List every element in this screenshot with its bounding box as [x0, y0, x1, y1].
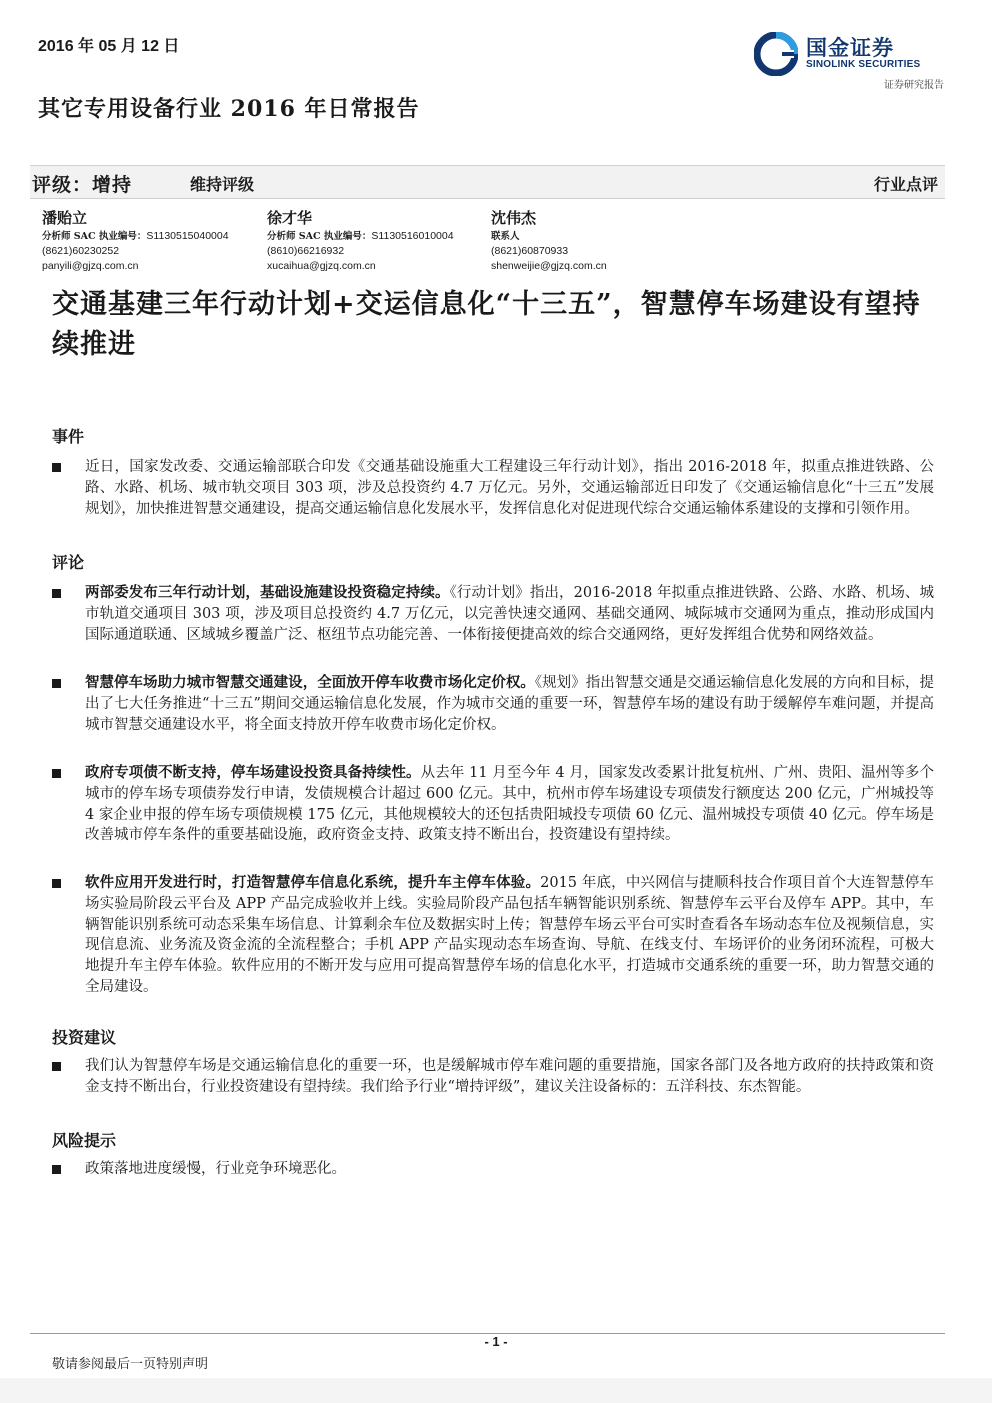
- analyst-phone: (8621)60230252: [42, 245, 120, 257]
- bullet-text: 政策落地进度缓慢，行业竞争环境恶化。: [85, 1161, 346, 1177]
- logo-subtitle: 证券研究报告: [884, 80, 944, 91]
- bullet-square-icon: [52, 769, 61, 778]
- analyst-cert: S1130515040004: [146, 230, 229, 242]
- bullet-item: [52, 583, 934, 645]
- analyst-card: [42, 208, 229, 274]
- bullet-square-icon: [52, 1062, 61, 1071]
- bullet-square-icon: [52, 463, 61, 472]
- bullet-item: [52, 673, 934, 735]
- analyst-name: 徐才华: [267, 209, 313, 227]
- bullet-item: [52, 1056, 934, 1098]
- bullet-text: 2015 年底，中兴网信与捷顺科技合作项目首个大连智慧停车场实验局阶段云平台及 APP 产品完成验收并上线。实验局阶段产品包括车辆智能识别系统、智慧停车云平台及停车 APP。其中，车辆智能识别系统可动态采集车场信息、计算剩余车位及数据实时上传；智慧停车场云平台可实时查看各车场动态车位及视频信息，实现信息流、业务流及资金流的全流程整合；手机 APP 产品实现动态车场查询、导航、在线支付、车场评价的业务闭环流程，可极大地提升车主停车体验。软件应用的不断开发与应用可提高智慧停车场的信息化水平，打造城市交通系统的重要一环，助力智慧交通的全局建设。: [85, 875, 934, 995]
- analyst-phone: (8610)66216932: [267, 245, 345, 257]
- bullet-square-icon: [52, 1165, 61, 1174]
- section-title-risk: 风险提示: [52, 1131, 117, 1150]
- section-title-comment: 评论: [52, 553, 85, 572]
- logo-text-en: SINOLINK SECURITIES: [806, 59, 921, 70]
- bullet-text: 我们认为智慧停车场是交通运输信息化的重要一环，也是缓解城市停车难问题的重要措施，国家各部门及各地方政府的扶持政策和资金支持不断出台，行业投资建设有望持续。我们给予行业“增持评级”，建议关注设备标的：五洋科技、东杰智能。: [85, 1058, 934, 1095]
- bottom-bar: [0, 1378, 992, 1403]
- bullet-bold: 智慧停车场助力城市智慧交通建设，全面放开停车收费市场化定价权。: [85, 674, 535, 691]
- bullet-item: [52, 1159, 934, 1180]
- headline: 交通基建三年行动计划+交运信息化“十三五”，智慧停车场建设有望持续推进: [52, 289, 921, 360]
- analyst-phone: (8621)60870933: [491, 245, 569, 257]
- bullet-text: 从去年 11 月至今年 4 月，国家发改委累计批复杭州、广州、贵阳、温州等多个城市的停车场专项债券发行申请，发债规模合计超过 600 亿元。其中，杭州市停车场建设专项债发行额度达 200 亿元，广州城投等 4 家企业申报的停车场专项债规模 175 亿元，其他规模较大的还包括贵阳城投专项债 60 亿元、温州城投专项债 40 亿元。停车场是改善城市停车条件的重要基础设施，政府资金支持、政策支持不断出台，投资建设有望持续。: [85, 765, 934, 844]
- page-number: - 1 -: [484, 1334, 508, 1349]
- bullet-square-icon: [52, 879, 61, 888]
- bullet-bold: 软件应用开发进行时，打造智慧停车信息化系统，提升车主停车体验。: [85, 874, 541, 891]
- bullet-item: [52, 763, 934, 846]
- section-title-event: 事件: [52, 427, 85, 446]
- bullet-item: [52, 457, 934, 519]
- section-title-advice: 投资建议: [52, 1028, 117, 1047]
- bullet-square-icon: [52, 589, 61, 598]
- bullet-bold: 政府专项债不断支持，停车场建设投资具备持续性。: [85, 764, 421, 781]
- analyst-email[interactable]: shenweijie@gjzq.com.cn: [491, 260, 607, 272]
- analyst-card: [491, 208, 607, 274]
- analyst-cert-label: 联系人: [491, 231, 520, 242]
- sinolink-logo-icon: [754, 32, 798, 76]
- bullet-item: [52, 873, 934, 998]
- report-type: 行业点评: [873, 175, 938, 194]
- report-title: 其它专用设备行业 2016 年日常报告: [38, 96, 420, 122]
- rating-label: 评级：增持: [32, 174, 133, 196]
- logo-text-cn: 国金证券: [806, 36, 894, 60]
- bullet-text: 《规划》指出智慧交通是交通运输信息化发展的方向和目标，提出了七大任务推进“十三五”期间交通运输信息化发展，作为城市交通的重要一环，智慧停车场的建设有助于缓解停车难问题，并提高城市智慧交通建设水平，将全面支持放开停车收费市场化定价权。: [85, 675, 935, 733]
- footer-disclaimer: 敬请参阅最后一页特别声明: [52, 1357, 209, 1372]
- analyst-cert-label: 分析师 SAC 执业编号：: [42, 231, 147, 242]
- analyst-cert: S1130516010004: [371, 230, 454, 242]
- bullet-square-icon: [52, 679, 61, 688]
- analyst-name: 沈伟杰: [491, 209, 537, 227]
- analyst-cert-label: 分析师 SAC 执业编号：: [267, 231, 372, 242]
- analyst-card: [267, 208, 454, 274]
- bullet-bold: 两部委发布三年行动计划，基础设施建设投资稳定持续。: [85, 584, 450, 601]
- rating-action: 维持评级: [190, 175, 255, 194]
- rating-band: [30, 165, 945, 199]
- report-date: 2016 年 05 月 12 日: [38, 38, 180, 55]
- bullet-text: 近日，国家发改委、交通运输部联合印发《交通基础设施重大工程建设三年行动计划》，指出 2016-2018 年，拟重点推进铁路、公路、水路、机场、城市轨交项目 303 项，涉及总投资约 4.7 万亿元。另外，交通运输部近日印发了《交通运输信息化“十三五”发展规划》，加快推进智慧交通建设，提高交通运输信息化发展水平，发挥信息化对促进现代综合交通运输体系建设的支撑和引领作用。: [85, 459, 934, 517]
- analyst-email[interactable]: panyili@gjzq.com.cn: [42, 260, 139, 272]
- sinolink-logo: [754, 30, 944, 90]
- bullet-text: 《行动计划》指出，2016-2018 年拟重点推进铁路、公路、水路、机场、城市轨道交通项目 303 项，涉及项目总投资约 4.7 万亿元，以完善快速交通网、基础交通网、城际城市交通网为重点，推动形成国内国际通道联通、区域城乡覆盖广泛、枢纽节点功能完善、一体衔接便捷高效的综合交通网络，更好发挥组合优势和网络效益。: [85, 585, 934, 643]
- analyst-email[interactable]: xucaihua@gjzq.com.cn: [267, 260, 376, 272]
- analyst-name: 潘贻立: [42, 209, 88, 227]
